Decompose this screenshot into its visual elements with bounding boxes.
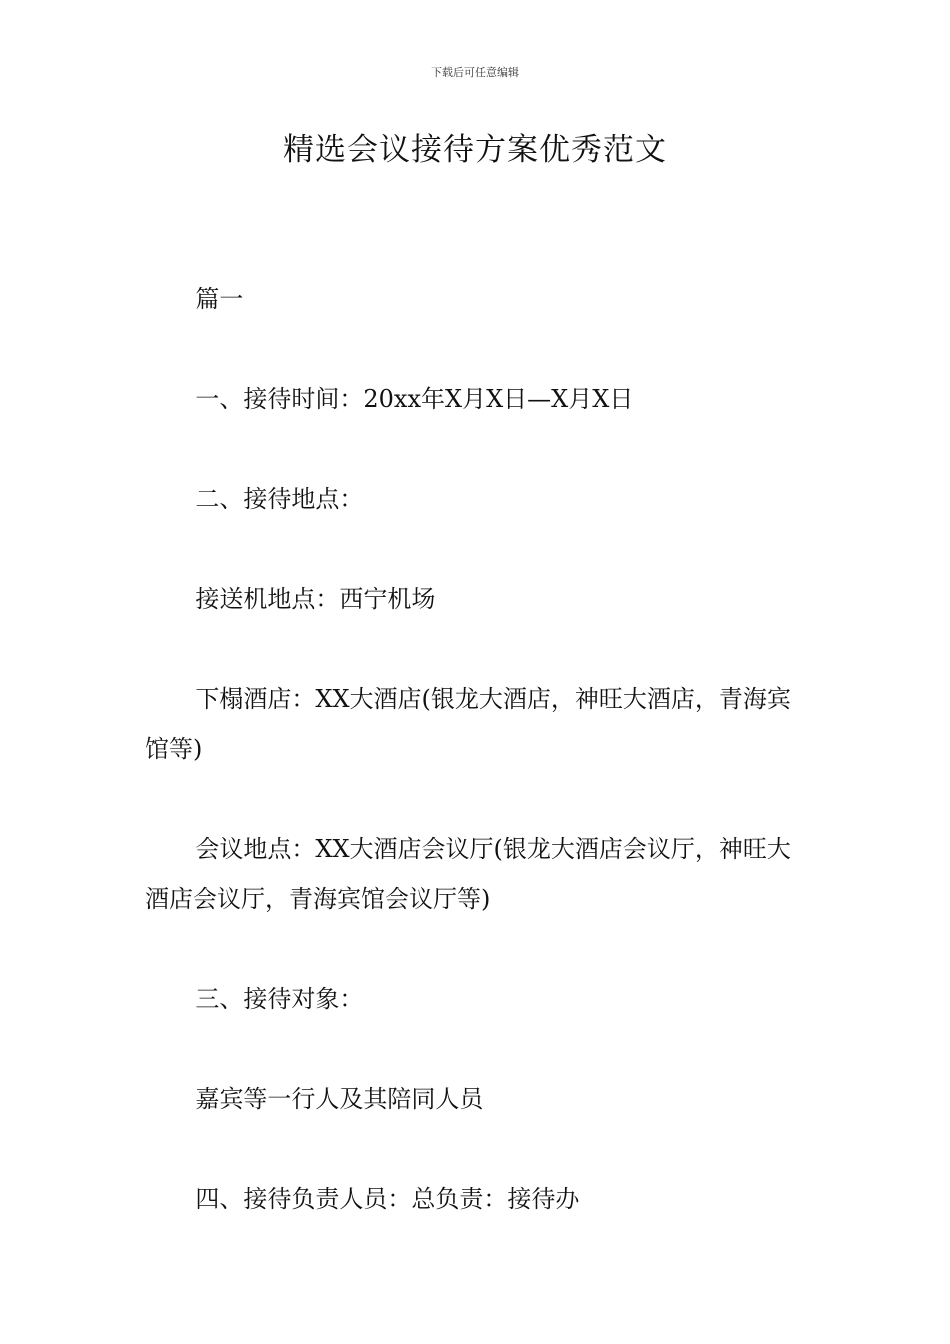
reception-target-heading: 三、接待对象： [195, 985, 364, 1013]
reception-time: 一、接待时间：20xx年X月X日—X月X日 [195, 385, 634, 413]
reception-guests: 嘉宾等一行人及其陪同人员 [195, 1085, 484, 1113]
document-title: 精选会议接待方案优秀范文 [283, 132, 667, 168]
reception-staff: 四、接待负责人员：总负责：接待办 [195, 1185, 580, 1213]
section-label: 篇一 [195, 285, 244, 313]
document-body [145, 274, 809, 1274]
page-header-note: 下载后可任意编辑 [431, 66, 519, 79]
reception-location-heading: 二、接待地点： [195, 485, 364, 513]
meeting-venue: 会议地点：XX大酒店会议厅(银龙大酒店会议厅，神旺大酒店会议厅，青海宾馆会议厅等) [145, 835, 791, 913]
hotel-accommodation: 下榻酒店：XX大酒店(银龙大酒店，神旺大酒店，青海宾馆等) [145, 685, 791, 763]
airport-pickup-location: 接送机地点：西宁机场 [195, 585, 436, 613]
